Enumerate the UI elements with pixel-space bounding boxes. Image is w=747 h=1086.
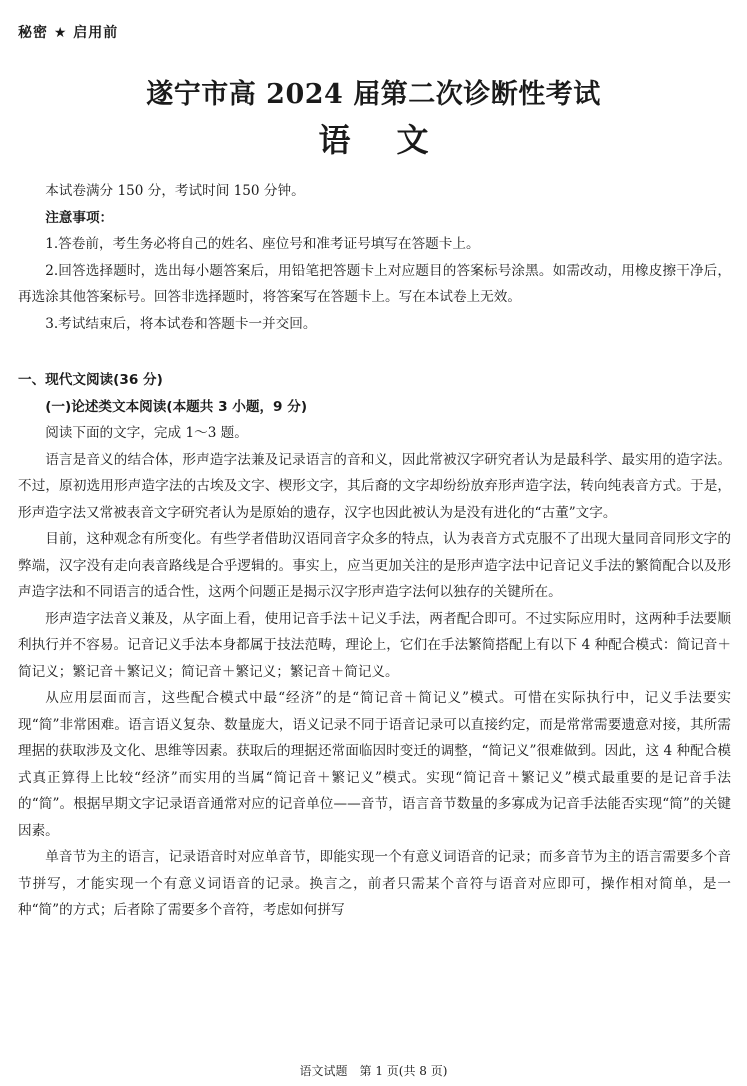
section-heading: 一、现代文阅读(36 分) bbox=[18, 372, 163, 388]
page-footer: 语文试题 第 1 页(共 8 页) bbox=[299, 1064, 448, 1078]
note-item: 3.考试结束后，将本试卷和答题卡一并交回。 bbox=[45, 315, 317, 332]
secret-label: 秘密 ★ 启用前 bbox=[18, 25, 119, 41]
notes-heading: 注意事项： bbox=[45, 209, 114, 226]
passage-paragraph: 目前，这种观念有所变化。有些学者借助汉语同音字众多的特点，认为表音方式克服不了出现大量同音同形文字的弊端，汉字没有走向表音路线是合乎逻辑的。事实上，应当更加关注的是形声造字法中记音记义手法的繁简配合以及形声造字法和不同语言的适合性，这两个问题正是揭示汉字形声造字法何以独存的关键所在。 bbox=[18, 531, 731, 600]
passage-paragraph: 从应用层面而言，这些配合模式中最“经济”的是“简记音＋简记义”模式。可惜在实际执行中，记义手法要实现“简”非常困难。语言语义复杂、数量庞大，语义记录不同于语音记录可以直接约定，而是常常需要遗意对接，其所需理据的获取涉及文化、思维等因素。获取后的理据还常面临因时变迁的调整，“简记义”很难做到。因此，这 4 种配合模式真正算得上比较“经济”而实用的当属“简记音＋繁记义”模式。实现“简记音＋繁记义”模式最重要的是记音手法的“简”。根据早期文字记录语音通常对应的记音单位——音节，语言音节数量的多寡成为记音手法能否实现“简”的关键因素。 bbox=[18, 690, 731, 839]
passage-paragraph: 单音节为主的语言，记录语音时对应单音节，即能实现一个有意义词语音的记录；而多音节为主的语言需要多个音节拼写，才能实现一个有意义词语音的记录。换言之，前者只需某个音符与语音对应即可，操作相对简单，是一种“简”的方式；后者除了需要多个音符，考虑如何拼写 bbox=[18, 849, 731, 918]
passage-paragraph: 语言是音义的结合体，形声造字法兼及记录语言的音和义，因此常被汉字研究者认为是最科学、最实用的造字法。不过，原初选用形声造字法的古埃及文字、楔形文字，其后裔的文字却纷纷放弃形声造字法，转向纯表音方式。于是，形声造字法又常被表音文字研究者认为是原始的遗存，汉字也因此被认为是没有进化的“古董”文字。 bbox=[18, 451, 731, 521]
section-subheading: (一)论述类文本阅读(本题共 3 小题，9 分) bbox=[45, 398, 308, 415]
note-item: 1.答卷前，考生务必将自己的姓名、座位号和准考证号填写在答题卡上。 bbox=[45, 236, 480, 252]
reading-instruction: 阅读下面的文字，完成 1～3 题。 bbox=[45, 425, 248, 441]
passage-paragraph: 形声造字法音义兼及，从字面上看，使用记音手法＋记义手法，两者配合即可。不过实际应用时，这两种手法要顺利执行并不容易。记音记义手法本身都属于技法范畴，理论上，它们在手法繁简搭配上有以下 4 种配合模式：简记音＋简记义；繁记音＋繁记义；简记音＋繁记义；繁记音＋简记义。 bbox=[18, 610, 731, 680]
exam-title: 遂宁市高 2024 届第二次诊断性考试 bbox=[146, 79, 601, 110]
subject-title: 语文 bbox=[318, 121, 475, 159]
note-item: 2.回答选择题时，选出每小题答案后，用铅笔把答题卡上对应题目的答案标号涂黑。如需改动，用橡皮擦干净后，再选涂其他答案标号。回答非选择题时，将答案写在答题卡上。写在本试卷上无效。 bbox=[18, 262, 731, 305]
page-body bbox=[18, 178, 731, 924]
section-gap bbox=[18, 337, 731, 367]
score-time-text: 本试卷满分 150 分，考试时间 150 分钟。 bbox=[45, 183, 305, 199]
